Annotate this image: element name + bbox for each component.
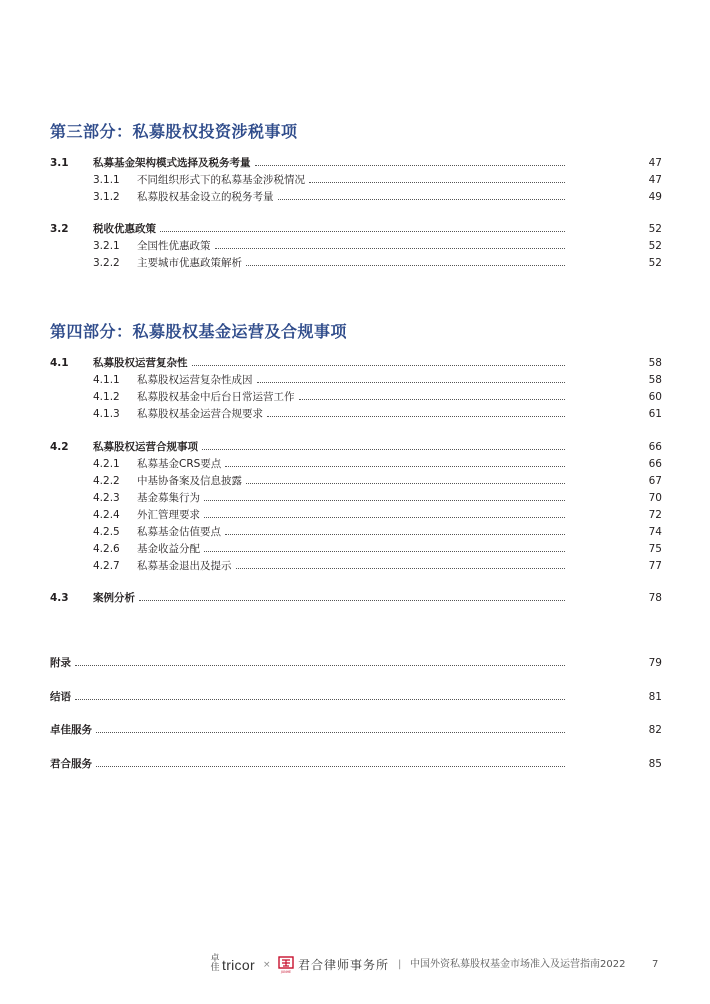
toc-label: 私募基金退出及提示 bbox=[137, 560, 232, 572]
toc-page: 60 bbox=[648, 391, 662, 403]
toc-number: 4.2.5 bbox=[93, 526, 120, 538]
toc-label: 税收优惠政策 bbox=[93, 223, 156, 235]
toc-page: 66 bbox=[648, 441, 662, 453]
toc-page: 82 bbox=[648, 724, 662, 736]
toc-entry-4-2-6[interactable] bbox=[50, 541, 662, 557]
dot-leader bbox=[202, 441, 565, 450]
toc-entry-4-2-5[interactable] bbox=[50, 524, 662, 540]
toc-label: 私募股权基金中后台日常运营工作 bbox=[137, 391, 295, 403]
toc-label: 私募股权基金设立的税务考量 bbox=[137, 191, 274, 203]
dot-leader bbox=[204, 509, 565, 518]
toc-number: 4.2.7 bbox=[93, 560, 120, 572]
toc-entry-4-2-4[interactable] bbox=[50, 507, 662, 523]
times-icon: × bbox=[263, 960, 271, 970]
dot-leader bbox=[160, 223, 565, 232]
toc-label: 外汇管理要求 bbox=[137, 509, 200, 521]
toc-page: 52 bbox=[648, 240, 662, 252]
toc-entry-4-2-1[interactable] bbox=[50, 456, 662, 472]
toc-page: 70 bbox=[648, 492, 662, 504]
toc-entry-3-2-2[interactable] bbox=[50, 255, 662, 271]
dot-leader bbox=[192, 357, 566, 366]
tricor-logo: tricor bbox=[222, 957, 255, 973]
dot-leader bbox=[225, 526, 565, 535]
toc-entry-3-1-2[interactable] bbox=[50, 189, 662, 205]
toc-page: 75 bbox=[648, 543, 662, 555]
toc-entry-4-3[interactable] bbox=[50, 590, 662, 606]
toc-label: 君合服务 bbox=[50, 758, 92, 770]
toc-page: 49 bbox=[648, 191, 662, 203]
toc-page: 66 bbox=[648, 458, 662, 470]
toc-page: 72 bbox=[648, 509, 662, 521]
toc-number: 3.2 bbox=[50, 223, 69, 235]
dot-leader bbox=[204, 492, 565, 501]
toc-label: 基金募集行为 bbox=[137, 492, 200, 504]
toc-number: 4.2.3 bbox=[93, 492, 120, 504]
toc-page: 61 bbox=[648, 408, 662, 420]
toc-label: 私募股权基金运营合规要求 bbox=[137, 408, 263, 420]
toc-page: 52 bbox=[648, 223, 662, 235]
toc-page: 58 bbox=[648, 374, 662, 386]
toc-entry-4-2-7[interactable] bbox=[50, 558, 662, 574]
toc-label: 主要城市优惠政策解析 bbox=[137, 257, 242, 269]
toc-number: 3.1.2 bbox=[93, 191, 120, 203]
toc-entry-3-1[interactable] bbox=[50, 155, 662, 171]
toc-page: 81 bbox=[648, 691, 662, 703]
toc-label: 不同组织形式下的私募基金涉税情况 bbox=[137, 174, 305, 186]
toc-entry-4-1-2[interactable] bbox=[50, 389, 662, 405]
page-number: 7 bbox=[652, 959, 659, 970]
toc-label: 私募基金CRS要点 bbox=[137, 458, 222, 470]
toc-label: 卓佳服务 bbox=[50, 724, 92, 736]
toc-label: 基金收益分配 bbox=[137, 543, 200, 555]
toc-page: 85 bbox=[648, 758, 662, 770]
toc-number: 4.1.1 bbox=[93, 374, 120, 386]
toc-label: 私募股权运营合规事项 bbox=[93, 441, 198, 453]
dot-leader bbox=[96, 724, 565, 733]
toc-page: 47 bbox=[648, 157, 662, 169]
dot-leader bbox=[267, 408, 565, 417]
toc-label: 案例分析 bbox=[93, 592, 135, 604]
toc-entry-conclusion[interactable] bbox=[50, 689, 662, 705]
dot-leader bbox=[246, 257, 565, 266]
toc-entry-4-2[interactable] bbox=[50, 439, 662, 455]
footer-separator: | bbox=[398, 959, 402, 970]
toc-page: 67 bbox=[648, 475, 662, 487]
toc-page: 77 bbox=[648, 560, 662, 572]
section-title-part4: 第四部分：私募股权基金运营及合规事项 bbox=[50, 322, 348, 341]
toc-entry-4-1-1[interactable] bbox=[50, 372, 662, 388]
toc-page: 52 bbox=[648, 257, 662, 269]
toc-entry-4-1-3[interactable] bbox=[50, 406, 662, 422]
dot-leader bbox=[246, 475, 565, 484]
toc-page: 78 bbox=[648, 592, 662, 604]
toc-entry-appendix[interactable] bbox=[50, 655, 662, 671]
junhe-seal-icon bbox=[278, 956, 294, 974]
toc-number: 3.2.1 bbox=[93, 240, 120, 252]
toc-number: 4.2 bbox=[50, 441, 69, 453]
toc-page: 47 bbox=[648, 174, 662, 186]
tricor-brush-logo: 卓 佳 bbox=[210, 954, 220, 973]
toc-number: 3.2.2 bbox=[93, 257, 120, 269]
toc-entry-4-2-3[interactable] bbox=[50, 490, 662, 506]
dot-leader bbox=[309, 174, 565, 183]
toc-number: 4.2.6 bbox=[93, 543, 120, 555]
toc-label: 私募基金架构模式选择及税务考量 bbox=[93, 157, 251, 169]
toc-number: 4.2.1 bbox=[93, 458, 120, 470]
toc-page: 58 bbox=[648, 357, 662, 369]
dot-leader bbox=[139, 592, 565, 601]
junhe-firm-name: 君合律师事务所 bbox=[298, 958, 390, 972]
dot-leader bbox=[278, 191, 566, 200]
toc-number: 3.1.1 bbox=[93, 174, 120, 186]
section-title-part3: 第三部分：私募股权投资涉税事项 bbox=[50, 122, 298, 141]
page-footer bbox=[0, 955, 710, 975]
toc-number: 4.1 bbox=[50, 357, 69, 369]
toc-number: 4.1.2 bbox=[93, 391, 120, 403]
toc-entry-3-2[interactable] bbox=[50, 221, 662, 237]
dot-leader bbox=[299, 391, 566, 400]
toc-entry-junhe-services[interactable] bbox=[50, 756, 662, 772]
toc-label: 全国性优惠政策 bbox=[137, 240, 211, 252]
dot-leader bbox=[75, 657, 565, 666]
toc-page: 79 bbox=[648, 657, 662, 669]
toc-label: 私募股权运营复杂性 bbox=[93, 357, 188, 369]
footer-document-title: 中国外资私募股权基金市场准入及运营指南2022 bbox=[410, 959, 626, 970]
toc-label: 私募股权运营复杂性成因 bbox=[137, 374, 253, 386]
toc-number: 4.2.2 bbox=[93, 475, 120, 487]
toc-entry-4-2-2[interactable] bbox=[50, 473, 662, 489]
toc-number: 3.1 bbox=[50, 157, 69, 169]
seal-lettering: JUNHE bbox=[280, 970, 292, 974]
toc-number: 4.1.3 bbox=[93, 408, 120, 420]
dot-leader bbox=[204, 543, 565, 552]
toc-number: 4.2.4 bbox=[93, 509, 120, 521]
dot-leader bbox=[96, 758, 565, 767]
toc-entry-tricor-services[interactable] bbox=[50, 722, 662, 738]
toc-number: 4.3 bbox=[50, 592, 69, 604]
toc-label: 私募基金估值要点 bbox=[137, 526, 221, 538]
dot-leader bbox=[215, 240, 566, 249]
toc-page: 74 bbox=[648, 526, 662, 538]
toc-entry-3-2-1[interactable] bbox=[50, 238, 662, 254]
dot-leader bbox=[255, 157, 566, 166]
toc-entry-4-1[interactable] bbox=[50, 355, 662, 371]
toc-label: 附录 bbox=[50, 657, 71, 669]
dot-leader bbox=[257, 374, 566, 383]
toc-label: 结语 bbox=[50, 691, 71, 703]
dot-leader bbox=[236, 560, 566, 569]
toc-label: 中基协备案及信息披露 bbox=[137, 475, 242, 487]
toc-entry-3-1-1[interactable] bbox=[50, 172, 662, 188]
dot-leader bbox=[225, 458, 565, 467]
dot-leader bbox=[75, 691, 565, 700]
